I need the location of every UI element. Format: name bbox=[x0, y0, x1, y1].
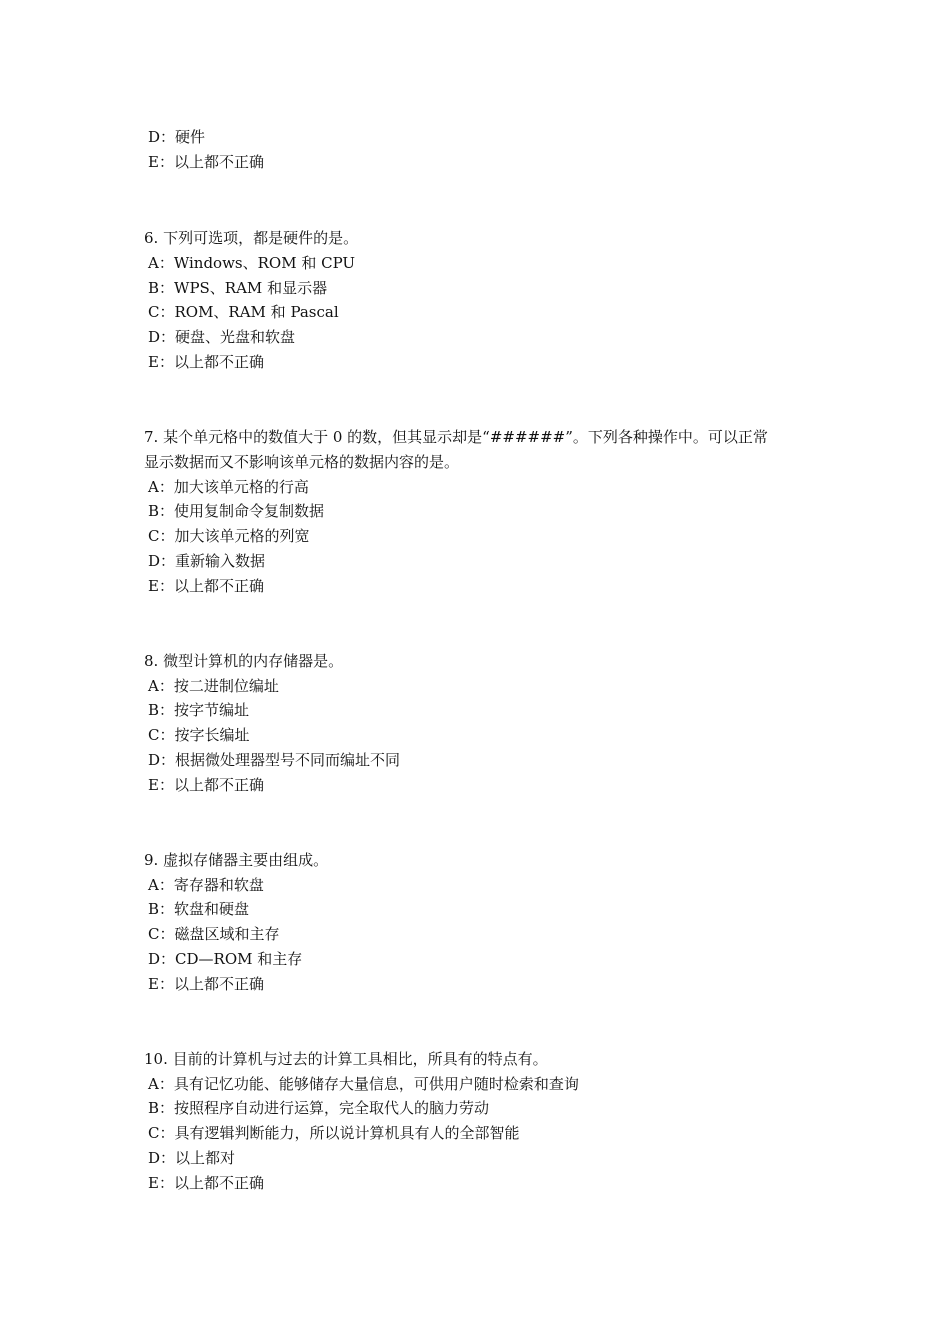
option-line: C：具有逻辑判断能力，所以说计算机具有人的全部智能 bbox=[148, 1124, 520, 1142]
option-line: C：按字长编址 bbox=[148, 726, 250, 744]
option-line: A：按二进制位编址 bbox=[148, 677, 279, 695]
option-line: A：Windows、ROM 和 CPU bbox=[148, 254, 356, 272]
option-line: E：以上都不正确 bbox=[148, 153, 264, 171]
question-stem: 10. 目前的计算机与过去的计算工具相比，所具有的特点有。 bbox=[144, 1050, 548, 1068]
option-line: D：硬件 bbox=[148, 128, 206, 146]
option-line: E：以上都不正确 bbox=[148, 975, 264, 993]
option-line: E：以上都不正确 bbox=[148, 1174, 264, 1192]
question-stem: 显示数据而又不影响该单元格的数据内容的是。 bbox=[144, 453, 460, 471]
option-line: B：按字节编址 bbox=[148, 701, 250, 719]
option-line: A：寄存器和软盘 bbox=[148, 876, 264, 894]
option-line: E：以上都不正确 bbox=[148, 776, 264, 794]
option-line: B：WPS、RAM 和显示器 bbox=[148, 279, 328, 297]
option-line: E：以上都不正确 bbox=[148, 577, 264, 595]
question-stem: 9. 虚拟存储器主要由组成。 bbox=[144, 851, 329, 869]
option-line: B：按照程序自动进行运算，完全取代人的脑力劳动 bbox=[148, 1099, 490, 1117]
question-stem: 6. 下列可选项，都是硬件的是。 bbox=[144, 229, 359, 247]
option-line: B：软盘和硬盘 bbox=[148, 900, 250, 918]
option-line: A：加大该单元格的行高 bbox=[148, 478, 309, 496]
option-line: A：具有记忆功能、能够储存大量信息，可供用户随时检索和查询 bbox=[148, 1075, 579, 1093]
option-line: C：磁盘区域和主存 bbox=[148, 925, 280, 943]
option-line: B：使用复制命令复制数据 bbox=[148, 502, 325, 520]
option-line: D：CD—ROM 和主存 bbox=[148, 950, 303, 968]
option-line: C：ROM、RAM 和 Pascal bbox=[148, 303, 339, 321]
option-line: D：根据微处理器型号不同而编址不同 bbox=[148, 751, 401, 769]
question-stem: 7. 某个单元格中的数值大于 0 的数，但其显示却是“######”。下列各种操作中。可以正常 bbox=[144, 428, 768, 446]
option-line: D：重新输入数据 bbox=[148, 552, 266, 570]
option-line: D：以上都对 bbox=[148, 1149, 236, 1167]
option-line: C：加大该单元格的列宽 bbox=[148, 527, 310, 545]
question-stem: 8. 微型计算机的内存储器是。 bbox=[144, 652, 344, 670]
option-line: E：以上都不正确 bbox=[148, 353, 264, 371]
option-line: D：硬盘、光盘和软盘 bbox=[148, 328, 296, 346]
